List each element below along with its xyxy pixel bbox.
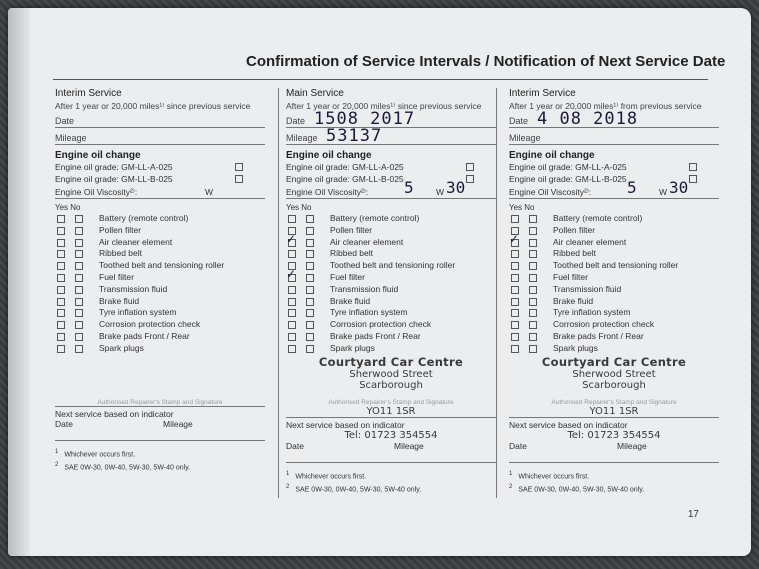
stamp-postcode: YO11 1SR xyxy=(366,405,416,417)
viscosity-w: W xyxy=(205,187,214,197)
checklist-item xyxy=(286,266,496,284)
oil-grade-b-checkbox[interactable] xyxy=(235,175,243,183)
yes-checkbox[interactable] xyxy=(511,286,519,294)
checklist-item-label: Battery (remote control) xyxy=(330,213,420,223)
oil-grade-a-label: Engine oil grade: GM-LL-A-025 xyxy=(55,162,173,172)
service-booklet-page xyxy=(8,8,751,556)
date-field[interactable] xyxy=(55,111,265,128)
checklist-item-label: Spark plugs xyxy=(330,342,375,353)
stamp-name: Courtyard Car Centre xyxy=(541,354,687,369)
oil-grade-b-checkbox[interactable] xyxy=(689,175,697,183)
checklist-item xyxy=(286,319,496,331)
checklist-item-label: Toothed belt and tensioning roller xyxy=(99,260,225,271)
no-checkbox[interactable] xyxy=(306,286,314,294)
checklist-item-label: Brake fluid xyxy=(330,295,371,306)
yes-checkbox[interactable] xyxy=(57,345,65,353)
checklist-item xyxy=(286,231,496,249)
no-checkbox[interactable] xyxy=(75,227,83,235)
no-checkbox[interactable] xyxy=(529,227,537,235)
no-checkbox[interactable] xyxy=(529,309,537,317)
no-checkbox[interactable] xyxy=(306,345,314,353)
yes-checkbox[interactable] xyxy=(511,298,519,306)
checklist-item-label: Ribbed belt xyxy=(330,248,374,259)
stamp-area xyxy=(509,354,719,391)
checklist-item-label: Pollen filter xyxy=(330,224,373,235)
checklist-item xyxy=(286,260,496,272)
footnote-2-number: 2 xyxy=(55,461,59,468)
checklist-item-label: Battery (remote control) xyxy=(99,213,189,223)
no-checkbox[interactable] xyxy=(75,333,83,341)
service-heading: Main Service xyxy=(286,88,344,99)
yes-checkbox[interactable] xyxy=(511,321,519,329)
viscosity-w: W xyxy=(436,187,445,197)
stamp-street: Sherwood Street xyxy=(572,368,656,380)
checklist-item xyxy=(55,319,265,331)
checklist-item xyxy=(55,213,265,225)
repairer-stamp-contact xyxy=(286,406,496,417)
next-mileage-label: Mileage xyxy=(617,440,647,451)
checklist-item-label: Air cleaner element xyxy=(553,236,627,247)
stamp-tel: Tel: 01723 354554 xyxy=(344,429,438,441)
oil-grade-b-label: Engine oil grade: GM-LL-B-025 xyxy=(55,174,173,184)
checklist-item xyxy=(55,225,265,237)
no-checkbox[interactable] xyxy=(75,262,83,270)
footnotes xyxy=(55,447,265,474)
checklist-item-label: Battery (remote control) xyxy=(553,213,643,223)
stamp-area xyxy=(55,355,265,385)
next-service-fields[interactable] xyxy=(286,441,496,463)
checklist-item xyxy=(509,260,719,272)
checklist-item xyxy=(286,343,496,355)
checklist-item xyxy=(286,213,496,225)
no-checkbox[interactable] xyxy=(75,321,83,329)
checklist-item xyxy=(55,296,265,308)
checklist-item-label: Ribbed belt xyxy=(99,248,143,259)
column-divider xyxy=(496,88,497,498)
oil-grade-b-label: Engine oil grade: GM-LL-B-025 xyxy=(286,174,404,184)
checklist-item-label: Brake fluid xyxy=(99,295,140,306)
handwritten-tick: ✓ xyxy=(509,231,520,246)
stamp-tel: Tel: 01723 354554 xyxy=(567,429,661,441)
checklist-item-label: Corrosion protection check xyxy=(553,319,655,330)
booklet-spine xyxy=(8,8,30,556)
checklist-item-label: Brake pads Front / Rear xyxy=(553,330,644,341)
footnotes xyxy=(509,469,719,496)
yes-checkbox[interactable] xyxy=(511,215,519,223)
yes-checkbox[interactable] xyxy=(288,298,296,306)
footnote-2 xyxy=(509,482,719,495)
yes-checkbox[interactable] xyxy=(511,345,519,353)
yes-checkbox[interactable] xyxy=(511,274,519,282)
viscosity-label: Engine Oil Viscosity²⁾: xyxy=(286,187,369,197)
no-checkbox[interactable] xyxy=(529,333,537,341)
checklist-item xyxy=(509,307,719,319)
yes-no-header: Yes No xyxy=(55,203,81,212)
no-checkbox[interactable] xyxy=(529,262,537,270)
checklist-item-label: Brake fluid xyxy=(553,295,594,306)
checklist-item-label: Fuel filter xyxy=(99,271,134,282)
checklist-item xyxy=(55,284,265,296)
yes-checkbox[interactable] xyxy=(288,333,296,341)
checklist-item-label: Corrosion protection check xyxy=(99,319,201,330)
stamp-area xyxy=(286,354,496,391)
checklist-item-label: Brake pads Front / Rear xyxy=(330,330,421,341)
viscosity-value-1: 5 xyxy=(627,178,637,197)
next-mileage-label: Mileage xyxy=(163,418,193,429)
no-checkbox[interactable] xyxy=(306,274,314,282)
page-number: 17 xyxy=(687,509,699,520)
checklist-item-label: Transmission fluid xyxy=(99,283,168,294)
footnote-2 xyxy=(286,482,496,495)
checklist-item xyxy=(55,237,265,249)
service-subtitle: After 1 year or 20,000 miles¹⁾ since previous service xyxy=(286,101,482,111)
next-mileage-label: Mileage xyxy=(394,440,424,451)
checklist-item-label: Pollen filter xyxy=(99,224,142,235)
footnote-1-number: 1 xyxy=(286,470,290,477)
oil-viscosity-field[interactable] xyxy=(55,185,265,199)
yes-no-header: Yes No xyxy=(509,203,535,212)
no-checkbox[interactable] xyxy=(529,274,537,282)
oil-grade-a xyxy=(509,161,719,173)
yes-checkbox[interactable] xyxy=(57,321,65,329)
yes-checkbox[interactable] xyxy=(57,239,65,247)
date-label: Date xyxy=(286,116,306,126)
stamp-town: Scarborough xyxy=(359,379,423,391)
date-field[interactable] xyxy=(286,111,496,128)
checklist-item xyxy=(286,225,496,237)
stamp-postcode: YO11 1SR xyxy=(589,405,639,417)
checklist-item xyxy=(286,331,496,343)
checklist-item-label: Transmission fluid xyxy=(553,283,622,294)
service-heading: Interim Service xyxy=(509,88,576,99)
checklist-item xyxy=(55,260,265,272)
mileage-label: Mileage xyxy=(55,133,87,143)
checklist-item-label: Brake pads Front / Rear xyxy=(99,330,190,341)
stamp-name: Courtyard Car Centre xyxy=(318,354,464,369)
oil-change-heading: Engine oil change xyxy=(55,150,141,161)
repairer-stamp-phone xyxy=(286,430,496,441)
footnote-1-text: Whichever occurs first. xyxy=(518,472,590,480)
checklist-item xyxy=(509,319,719,331)
footnote-1 xyxy=(509,469,719,482)
no-checkbox[interactable] xyxy=(75,298,83,306)
oil-change-heading: Engine oil change xyxy=(509,150,595,161)
mileage-label: Mileage xyxy=(509,133,541,143)
no-checkbox[interactable] xyxy=(529,298,537,306)
checklist-item xyxy=(286,248,496,260)
no-checkbox[interactable] xyxy=(75,274,83,282)
yes-checkbox[interactable] xyxy=(57,333,65,341)
yes-checkbox[interactable] xyxy=(511,333,519,341)
footnote-2-number: 2 xyxy=(509,483,513,490)
yes-checkbox[interactable] xyxy=(511,262,519,270)
repairer-stamp-contact xyxy=(509,406,719,417)
service-column-2 xyxy=(286,88,496,495)
page-title: Confirmation of Service Intervals / Notification of Next Service Date xyxy=(246,53,726,70)
column-divider xyxy=(278,88,279,498)
checklist-item-label: Tyre inflation system xyxy=(330,307,408,318)
checklist-item-label: Spark plugs xyxy=(99,342,144,353)
oil-grade-a xyxy=(55,161,265,173)
oil-grade-a-checkbox[interactable] xyxy=(466,163,474,171)
yes-checkbox[interactable] xyxy=(57,286,65,294)
oil-grade-a-label: Engine oil grade: GM-LL-A-025 xyxy=(286,162,404,172)
yes-checkbox[interactable] xyxy=(57,262,65,270)
yes-checkbox[interactable] xyxy=(57,215,65,223)
no-checkbox[interactable] xyxy=(529,250,537,258)
yes-checkbox[interactable] xyxy=(57,298,65,306)
viscosity-w: W xyxy=(659,187,668,197)
stamp-signature-label: Authorised Repairer's Stamp and Signature xyxy=(97,398,223,406)
viscosity-label: Engine Oil Viscosity²⁾: xyxy=(509,187,592,197)
viscosity-value-2: 30 xyxy=(446,178,466,197)
service-checklist xyxy=(55,213,265,355)
oil-grade-a-label: Engine oil grade: GM-LL-A-025 xyxy=(509,162,627,172)
yes-checkbox[interactable] xyxy=(288,286,296,294)
yes-checkbox[interactable] xyxy=(57,250,65,258)
checklist-item xyxy=(55,307,265,319)
checklist-item xyxy=(509,213,719,225)
yes-checkbox[interactable] xyxy=(288,321,296,329)
no-checkbox[interactable] xyxy=(306,250,314,258)
no-checkbox[interactable] xyxy=(306,298,314,306)
repairer-stamp xyxy=(509,355,719,391)
date-value: 4 08 2018 xyxy=(537,109,639,129)
no-checkbox[interactable] xyxy=(529,321,537,329)
no-checkbox[interactable] xyxy=(306,333,314,341)
no-checkbox[interactable] xyxy=(529,239,537,247)
no-checkbox[interactable] xyxy=(75,345,83,353)
yes-no-header: Yes No xyxy=(286,203,312,212)
oil-grade-a xyxy=(286,161,496,173)
footnote-1 xyxy=(286,469,496,482)
stamp-signature-label: Authorised Repairer's Stamp and Signature xyxy=(328,398,454,406)
checklist-item-label: Fuel filter xyxy=(330,271,365,282)
stamp-signature-label: Authorised Repairer's Stamp and Signature xyxy=(551,398,677,406)
oil-grade-a-checkbox[interactable] xyxy=(235,163,243,171)
oil-grade-b-label: Engine oil grade: GM-LL-B-025 xyxy=(509,174,627,184)
viscosity-value-2: 30 xyxy=(669,178,689,197)
service-heading: Interim Service xyxy=(55,88,122,99)
checklist-item-label: Corrosion protection check xyxy=(330,319,432,330)
checklist-item-label: Tyre inflation system xyxy=(553,307,631,318)
service-checklist xyxy=(286,213,496,355)
oil-grade-b-checkbox[interactable] xyxy=(466,175,474,183)
checklist-item xyxy=(509,343,719,355)
next-service-label: Next service based on indicator xyxy=(509,417,719,430)
mileage-field[interactable] xyxy=(55,128,265,145)
footnote-2-number: 2 xyxy=(286,483,290,490)
no-checkbox[interactable] xyxy=(306,227,314,235)
footnote-2 xyxy=(55,460,265,473)
footnote-1-number: 1 xyxy=(55,448,59,455)
oil-grade-a-checkbox[interactable] xyxy=(689,163,697,171)
next-date-label: Date xyxy=(509,440,527,451)
yes-checkbox[interactable] xyxy=(57,309,65,317)
checklist-item xyxy=(286,284,496,296)
repairer-stamp xyxy=(286,355,496,391)
no-checkbox[interactable] xyxy=(75,239,83,247)
footnotes xyxy=(286,469,496,496)
service-checklist xyxy=(509,213,719,355)
checklist-item-label: Air cleaner element xyxy=(330,236,404,247)
no-checkbox[interactable] xyxy=(75,215,83,223)
checklist-item xyxy=(509,272,719,284)
next-service-label: Next service based on indicator xyxy=(55,406,265,419)
yes-checkbox[interactable] xyxy=(288,345,296,353)
yes-checkbox[interactable] xyxy=(57,274,65,282)
no-checkbox[interactable] xyxy=(75,250,83,258)
mileage-label: Mileage xyxy=(286,133,318,143)
footnote-1-text: Whichever occurs first. xyxy=(64,450,136,458)
checklist-item xyxy=(55,272,265,284)
checklist-item xyxy=(55,248,265,260)
yes-checkbox[interactable] xyxy=(288,215,296,223)
mileage-field[interactable] xyxy=(509,128,719,145)
yes-checkbox[interactable] xyxy=(511,250,519,258)
service-column-3 xyxy=(509,88,719,495)
no-checkbox[interactable] xyxy=(75,309,83,317)
checklist-item xyxy=(509,248,719,260)
oil-change-heading: Engine oil change xyxy=(286,150,372,161)
footnote-1 xyxy=(55,447,265,460)
title-rule xyxy=(53,79,708,80)
stamp-street: Sherwood Street xyxy=(349,368,433,380)
yes-checkbox[interactable] xyxy=(288,250,296,258)
checklist-item-label: Fuel filter xyxy=(553,271,588,282)
footnote-1-text: Whichever occurs first. xyxy=(295,472,367,480)
checklist-item-label: Air cleaner element xyxy=(99,236,173,247)
checklist-item xyxy=(509,331,719,343)
date-label: Date xyxy=(55,116,75,126)
checklist-item xyxy=(509,296,719,308)
handwritten-tick: ✓ xyxy=(286,231,297,246)
checklist-item-label: Pollen filter xyxy=(553,224,596,235)
checklist-item xyxy=(286,296,496,308)
date-value: 1508 2017 xyxy=(314,109,416,129)
mileage-value: 53137 xyxy=(326,126,383,146)
next-date-label: Date xyxy=(286,440,304,451)
no-checkbox[interactable] xyxy=(529,345,537,353)
checklist-item xyxy=(55,331,265,343)
checklist-item-label: Toothed belt and tensioning roller xyxy=(330,260,456,271)
viscosity-label: Engine Oil Viscosity²⁾: xyxy=(55,187,138,197)
next-service-fields[interactable] xyxy=(509,441,719,463)
no-checkbox[interactable] xyxy=(306,262,314,270)
footnote-2-text: SAE 0W-30, 0W-40, 5W-30, 5W-40 only. xyxy=(64,464,191,472)
service-subtitle: After 1 year or 20,000 miles¹⁾ since previous service xyxy=(55,101,251,111)
no-checkbox[interactable] xyxy=(306,309,314,317)
no-checkbox[interactable] xyxy=(306,321,314,329)
checklist-item xyxy=(509,231,719,249)
checklist-item-label: Transmission fluid xyxy=(330,283,399,294)
next-date-label: Date xyxy=(55,418,73,429)
repairer-stamp-phone xyxy=(509,430,719,441)
stamp-town: Scarborough xyxy=(582,379,646,391)
checklist-item-label: Spark plugs xyxy=(553,342,598,353)
yes-checkbox[interactable] xyxy=(511,309,519,317)
mileage-field[interactable] xyxy=(286,128,496,145)
viscosity-value-1: 5 xyxy=(404,178,414,197)
date-label: Date xyxy=(509,116,529,126)
footnote-1-number: 1 xyxy=(509,470,513,477)
date-field[interactable] xyxy=(509,111,719,128)
service-subtitle: After 1 year or 20,000 miles¹⁾ from previous service xyxy=(509,101,702,111)
checklist-item-label: Tyre inflation system xyxy=(99,307,177,318)
no-checkbox[interactable] xyxy=(529,286,537,294)
no-checkbox[interactable] xyxy=(529,215,537,223)
checklist-item-label: Ribbed belt xyxy=(553,248,597,259)
no-checkbox[interactable] xyxy=(306,239,314,247)
service-column-1 xyxy=(55,88,265,473)
checklist-item xyxy=(509,225,719,237)
handwritten-tick: ✓ xyxy=(286,266,297,281)
footnote-2-text: SAE 0W-30, 0W-40, 5W-30, 5W-40 only. xyxy=(295,486,422,494)
no-checkbox[interactable] xyxy=(75,286,83,294)
no-checkbox[interactable] xyxy=(306,215,314,223)
yes-checkbox[interactable] xyxy=(57,227,65,235)
oil-grade-b xyxy=(55,173,265,185)
next-service-fields[interactable] xyxy=(55,419,265,441)
checklist-item xyxy=(286,307,496,319)
footnote-2-text: SAE 0W-30, 0W-40, 5W-30, 5W-40 only. xyxy=(518,486,645,494)
checklist-item xyxy=(55,343,265,355)
next-service-label: Next service based on indicator xyxy=(286,417,496,430)
yes-checkbox[interactable] xyxy=(288,309,296,317)
checklist-item xyxy=(509,284,719,296)
checklist-item-label: Toothed belt and tensioning roller xyxy=(553,260,679,271)
